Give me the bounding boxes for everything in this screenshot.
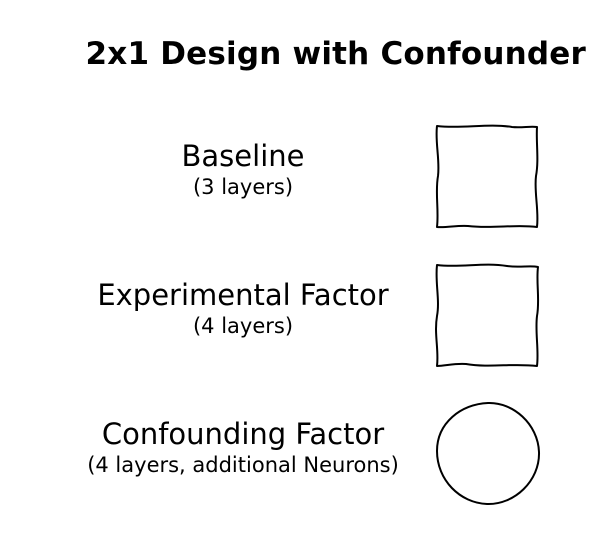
confounding-factor-circle-shape [437, 403, 539, 504]
baseline-sublabel: (3 layers) [192, 175, 294, 199]
diagram-title: 2x1 Design with Confounder [85, 36, 586, 72]
baseline-label: Baseline [181, 139, 305, 173]
experimental-factor-sublabel: (4 layers) [192, 314, 294, 338]
experimental-factor-label: Experimental Factor [97, 278, 389, 312]
baseline-square-shape [437, 126, 538, 228]
experimental-factor-square-shape [436, 265, 538, 366]
confounding-factor-sublabel: (4 layers, additional Neurons) [87, 453, 399, 477]
confounding-factor-label: Confounding Factor [101, 417, 385, 451]
